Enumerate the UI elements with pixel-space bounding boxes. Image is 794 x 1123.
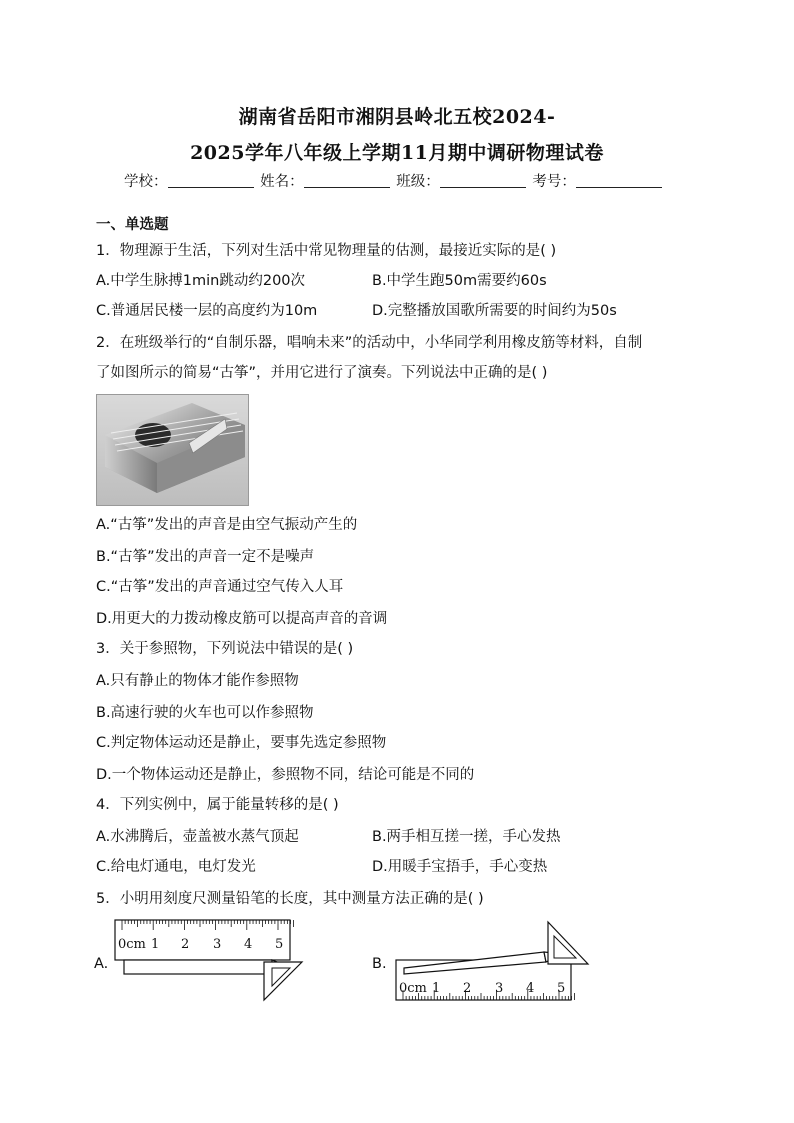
guzheng-illustration <box>97 395 248 505</box>
q2-option-b: B.“古筝”发出的声音一定不是噪声 <box>96 549 315 565</box>
q3-option-c: C.判定物体运动还是静止，要事先选定参照物 <box>96 735 387 751</box>
ruler-b-label-1: 1 <box>432 981 441 996</box>
ruler-b-label-4: 4 <box>526 981 535 996</box>
ruler-a-label-1: 1 <box>151 937 160 952</box>
q2-option-c: C.“古筝”发出的声音通过空气传入人耳 <box>96 579 344 595</box>
q2-option-a: A.“古筝”发出的声音是由空气振动产生的 <box>96 517 358 533</box>
q2-option-d: D.用更大的力拨动橡皮筋可以提高声音的音调 <box>96 611 388 627</box>
class-blank <box>440 173 526 188</box>
q5-stem: 5．小明用刻度尺测量铅笔的长度，其中测量方法正确的是( ) <box>96 891 484 907</box>
id-label: 考号： <box>532 174 576 190</box>
q2-stem-line1: 2．在班级举行的“自制乐器，唱响未来”的活动中，小华同学利用橡皮筋等材料，自制 <box>96 335 643 351</box>
q4-stem: 4．下列实例中，属于能量转移的是( ) <box>96 797 339 813</box>
exam-title-line1: 湖南省岳阳市湘阴县岭北五校2024- <box>238 106 556 128</box>
q1-option-c: C.普通居民楼一层的高度约为10m <box>96 303 318 319</box>
ruler-figure-b <box>392 916 592 1006</box>
pencil-a-body <box>124 960 272 974</box>
q3-option-d: D.一个物体运动还是静止，参照物不同，结论可能是不同的 <box>96 767 475 783</box>
guzheng-photo <box>96 394 249 506</box>
id-blank <box>576 173 662 188</box>
exam-title-line2: 2025学年八年级上学期11月期中调研物理试卷 <box>190 142 604 164</box>
q4-option-c: C.给电灯通电，电灯发光 <box>96 859 256 875</box>
ruler-b-label-2: 2 <box>463 981 472 996</box>
ruler-b-label-0: 0cm <box>399 981 427 996</box>
ruler-a-label-0: 0cm <box>118 937 146 952</box>
q3-option-a: A.只有静止的物体才能作参照物 <box>96 673 299 689</box>
q3-option-b: B.高速行驶的火车也可以作参照物 <box>96 705 314 721</box>
q1-option-b: B.中学生跑50m需要约60s <box>372 273 547 289</box>
ruler-a-label-3: 3 <box>213 937 222 952</box>
ruler-b-label-5: 5 <box>557 981 566 996</box>
school-label: 学校： <box>124 174 168 190</box>
ruler-b-label-3: 3 <box>495 981 504 996</box>
school-blank <box>168 173 254 188</box>
q1-stem: 1．物理源于生活，下列对生活中常见物理量的估测，最接近实际的是( ) <box>96 243 557 259</box>
ruler-a-label-5: 5 <box>275 937 284 952</box>
student-info-row <box>124 170 664 191</box>
q4-option-d: D.用暖手宝捂手，手心变热 <box>372 859 548 875</box>
q5-option-b: B. <box>372 956 387 972</box>
ruler-figure-a <box>110 916 310 1006</box>
ruler-a-label-4: 4 <box>244 937 253 952</box>
q1-option-d: D.完整播放国歌所需要的时间约为50s <box>372 303 617 319</box>
section-title: 一、单选题 <box>96 217 169 233</box>
name-label: 姓名： <box>260 174 304 190</box>
q1-option-a: A.中学生脉搏1min跳动约200次 <box>96 273 306 289</box>
q4-option-b: B.两手相互搓一搓，手心发热 <box>372 829 561 845</box>
ruler-a-label-2: 2 <box>181 937 190 952</box>
q3-stem: 3．关于参照物，下列说法中错误的是( ) <box>96 641 354 657</box>
class-label: 班级： <box>396 174 440 190</box>
q2-stem-line2: 了如图所示的简易“古筝”，并用它进行了演奏。下列说法中正确的是( ) <box>96 365 548 381</box>
q5-option-a: A. <box>94 956 109 972</box>
name-blank <box>304 173 390 188</box>
q4-option-a: A.水沸腾后，壶盖被水蒸气顶起 <box>96 829 299 845</box>
